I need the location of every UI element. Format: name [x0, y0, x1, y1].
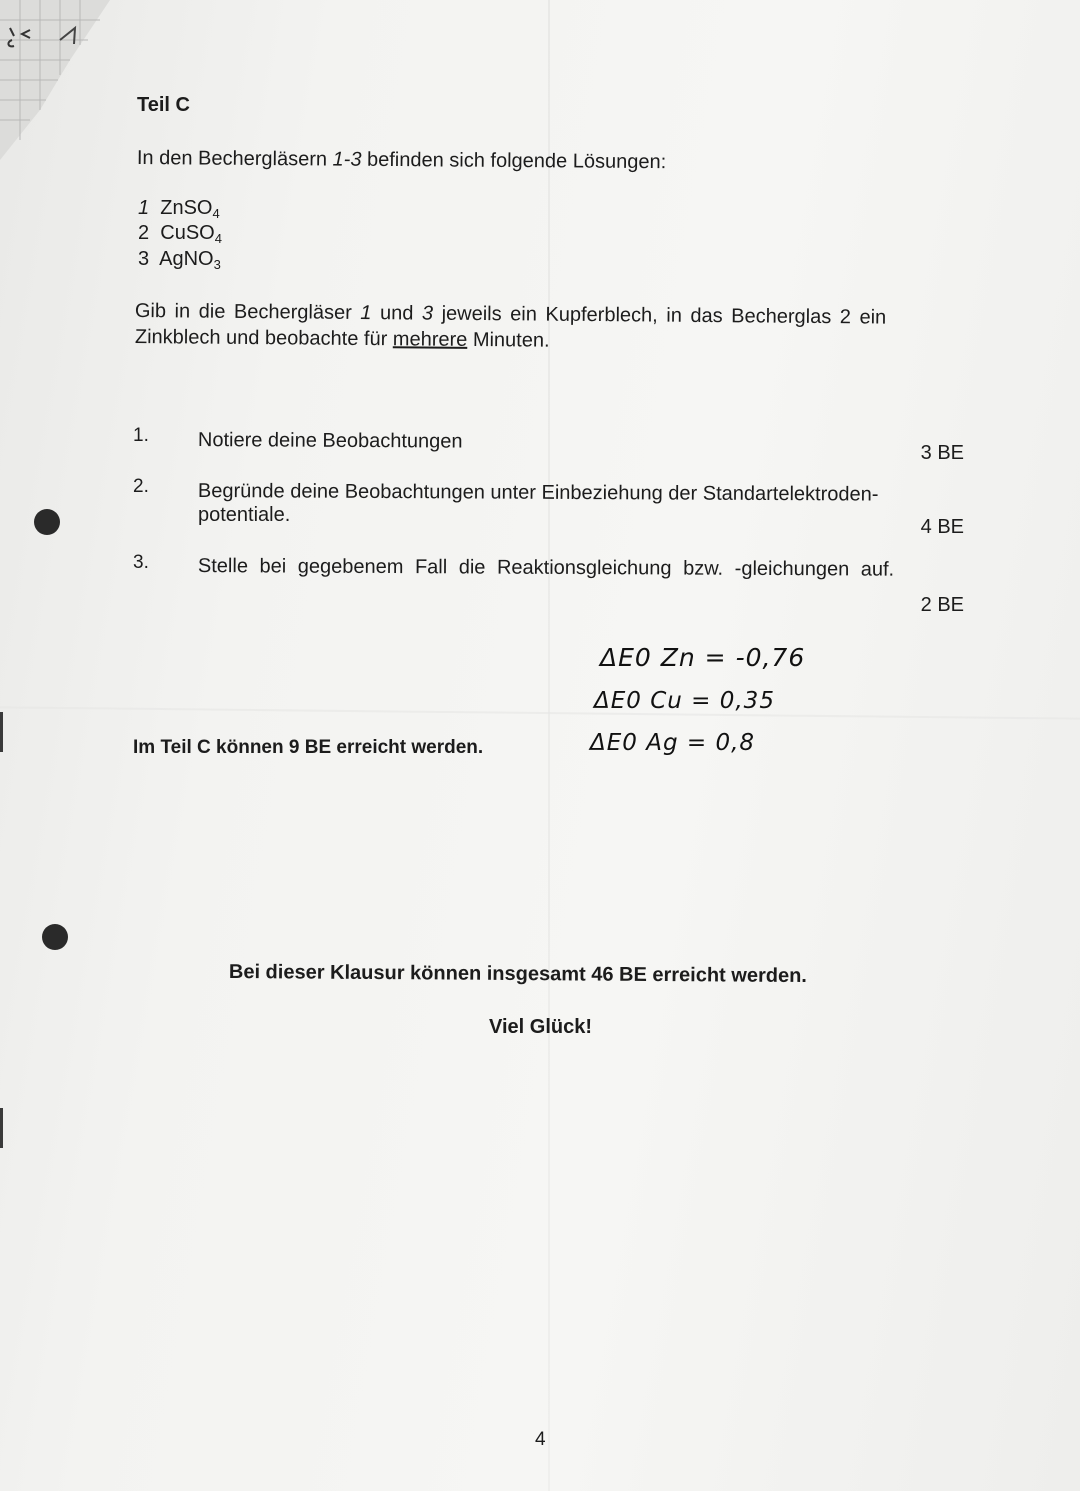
- task-number: 2.: [133, 476, 149, 497]
- task-points: 4 BE: [920, 516, 964, 538]
- solution-formula: CuSO: [160, 222, 215, 244]
- solution-subscript: 4: [214, 231, 222, 246]
- intro-text: [137, 147, 666, 174]
- solution-list-item: [138, 222, 222, 246]
- instruction-line-2: [135, 326, 550, 353]
- solution-number: 1: [138, 197, 150, 219]
- task-text: Stelle bei gegebenem Fall die Reaktionsgleichung bzw. -gleichungen auf.: [197, 555, 895, 581]
- beaker-three: 3: [421, 302, 434, 325]
- intro-range: 1-3: [332, 148, 362, 171]
- solution-number: 2: [138, 222, 150, 244]
- intro-post: befinden sich folgende Lösungen:: [361, 148, 667, 174]
- punch-hole-top: [34, 509, 60, 535]
- task-text: Notiere deine Beobachtungen: [197, 429, 463, 453]
- instruction-text: Gib in die Bechergläser: [134, 300, 361, 324]
- background-paper-corner: [0, 0, 110, 170]
- instruction-text: Zinkblech und beobachte für: [134, 326, 393, 351]
- margin-mark-top: [0, 712, 3, 752]
- handwritten-potential-zn: ΔE0 Zn = -0,76: [600, 643, 806, 672]
- solution-subscript: 3: [213, 257, 221, 272]
- task-points: 3 BE: [920, 442, 964, 464]
- solution-formula: ZnSO: [160, 197, 213, 219]
- task-text-continued: potentiale.: [198, 504, 291, 526]
- task-number: 1.: [133, 425, 149, 446]
- punch-hole-bottom: [42, 924, 68, 950]
- exam-total-note: Bei dieser Klausur können insgesamt 46 BE erreicht werden.: [228, 961, 807, 988]
- beaker-one: 1: [360, 301, 372, 325]
- instruction-text: und: [371, 302, 423, 325]
- instruction-emphasis: mehrere: [392, 328, 468, 351]
- page-number: 4: [535, 1429, 546, 1450]
- solution-subscript: 4: [212, 206, 220, 221]
- task-number: 3.: [133, 552, 149, 573]
- instruction-line-1: [135, 300, 887, 330]
- task-points: 2 BE: [920, 594, 964, 616]
- solution-list-item: [138, 248, 221, 272]
- solution-formula: AgNO: [159, 248, 214, 270]
- intro-pre: In den Bechergläsern: [136, 147, 333, 171]
- solution-number: 3: [138, 248, 150, 270]
- margin-mark-bottom: [0, 1108, 3, 1148]
- solution-list-item: [138, 197, 220, 221]
- task-text: Begründe deine Beobachtungen unter Einbeziehung der Standartelektroden-: [197, 480, 879, 506]
- paper-fold-vertical: [548, 0, 550, 1491]
- paper-fold-horizontal: [0, 706, 1080, 719]
- handwritten-potential-cu: ΔE0 Cu = 0,35: [594, 688, 775, 714]
- instruction-text: Minuten.: [467, 328, 550, 352]
- instruction-text: jeweils ein Kupferblech, in das Becherglas 2 ein: [432, 302, 887, 329]
- handwritten-potential-ag: ΔE0 Ag = 0,8: [590, 730, 756, 756]
- part-total-note: Im Teil C können 9 BE erreicht werden.: [133, 737, 484, 758]
- good-luck-text: Viel Glück!: [489, 1016, 593, 1038]
- section-heading: Teil C: [137, 94, 190, 116]
